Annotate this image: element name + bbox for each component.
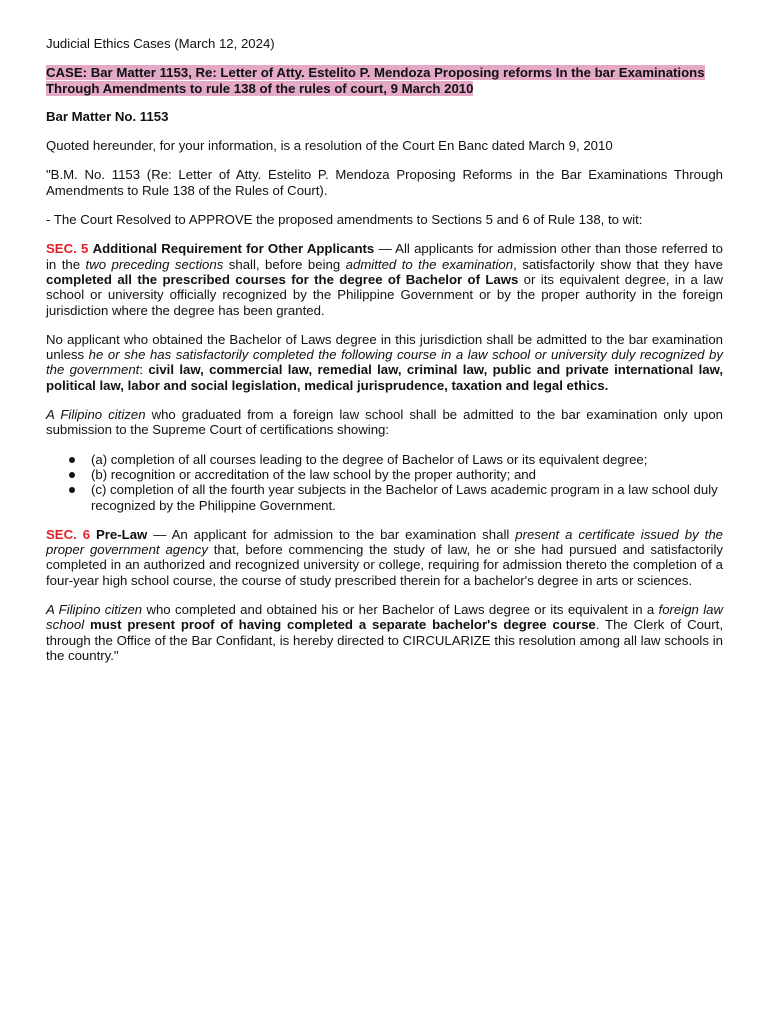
list-item xyxy=(46,452,723,467)
sec5-foreign-paragraph xyxy=(46,407,723,438)
bar-matter-heading: Bar Matter No. 1153 xyxy=(46,108,169,124)
sec6-text: that, before commencing the study of law, he or she had pursued and satisfactorily completed in an authorized and recognized university or college, requiring for admission thereto the completion of a four-year high school course, the course of study prescribed therein for a bachelor's degree in arts or sciences. xyxy=(46,542,723,588)
sec5-subjects-paragraph xyxy=(46,332,723,393)
sec5-text: , satisfactorily show that they have xyxy=(513,256,723,272)
sec6-text: — An applicant for admission to the bar examination shall xyxy=(147,526,516,542)
document-header: Judicial Ethics Cases (March 12, 2024) xyxy=(46,36,275,51)
sec6-emphasis: A Filipino citizen xyxy=(46,602,143,618)
sec5-emphasis: A Filipino citizen xyxy=(46,407,146,423)
sec6-label: SEC. 6 xyxy=(46,526,91,542)
list-item-text: (a) completion of all courses leading to the degree of Bachelor of Laws or its equivalent degree; xyxy=(91,451,648,467)
sec5-bold-text: completed all the prescribed courses for the degree of Bachelor of Laws xyxy=(46,271,519,287)
case-title-highlight: CASE: Bar Matter 1153, Re: Letter of Atty. Estelito P. Mendoza Proposing reforms In the bar Examinations Through Amendments to rule 138 of the rules of court, 9 March 2010 xyxy=(46,65,705,96)
sec5-text: or its equivalent degree, in a law school or university officially recognized by the Philippine Government or by the proper authority in the foreign jurisdiction where the degree has been granted. xyxy=(46,271,724,318)
sec6-text: . The Clerk of Court, through the Office of the Bar Confidant, is hereby directed to CIRCULARIZE this resolution among all law schools in the country." xyxy=(46,617,723,663)
bullet-icon xyxy=(69,487,75,493)
sec6-emphasis: foreign law school xyxy=(46,602,723,633)
list-item xyxy=(46,482,723,513)
document-page xyxy=(46,36,723,677)
sec5-emphasis: two preceding sections xyxy=(85,256,224,272)
certification-list xyxy=(46,452,723,513)
sec5-title: Additional Requirement for Other Applicants xyxy=(92,241,375,257)
bullet-icon xyxy=(69,457,75,463)
list-item-text: (c) completion of all the fourth year subjects in the Bachelor of Laws academic program in a law school duly recognized by the Philippine Government. xyxy=(91,482,718,513)
sec5-text: No applicant who obtained the Bachelor of Laws degree in this jurisdiction shall be admitted to the bar examination unless xyxy=(46,331,723,363)
sec5-label: SEC. 5 xyxy=(46,241,89,257)
list-item-text: (b) recognition or accreditation of the law school by the proper authority; and xyxy=(91,466,536,482)
sec5-text: — All applicants for admission other than those referred to in the xyxy=(46,241,723,272)
case-title xyxy=(46,65,723,96)
sec5-text: who graduated from a foreign law school shall be admitted to the bar examination only upon submission to the Supreme Court of certifications showing: xyxy=(46,407,723,438)
sec6-emphasis: present a certificate issued by the proper government agency xyxy=(46,526,723,558)
sec6-title: Pre-Law xyxy=(95,526,148,542)
resolution-paragraph: - The Court Resolved to APPROVE the proposed amendments to Sections 5 and 6 of Rule 138, to wit: xyxy=(46,212,643,228)
sec5-subjects-list: civil law, commercial law, remedial law, criminal law, public and private international law, political law, labor and social legislation, medical jurisprudence, taxation and legal ethics. xyxy=(46,362,724,393)
bullet-icon xyxy=(69,472,75,478)
intro-paragraph: Quoted hereunder, for your information, is a resolution of the Court En Banc dated March 9, 2010 xyxy=(46,138,613,154)
sec6-bold-text: must present proof of having completed a separate bachelor's degree course xyxy=(89,617,596,633)
sec5-text: : xyxy=(139,362,149,378)
sec5-emphasis: admitted to the examination xyxy=(345,256,514,272)
sec5-emphasis: he or she has satisfactorily completed the following course in a law school or university duly recognized by the government xyxy=(46,347,723,378)
quote-opening-paragraph: "B.M. No. 1153 (Re: Letter of Atty. Estelito P. Mendoza Proposing Reforms in the Bar Examinations Through Amendments to Rule 138 of the Rules of Court). xyxy=(46,167,723,198)
sec6-paragraph xyxy=(46,527,723,588)
sec5-paragraph xyxy=(46,241,723,317)
sec6-text: who completed and obtained his or her Bachelor of Laws degree or its equivalent in a xyxy=(142,602,659,618)
sec6-foreign-paragraph xyxy=(46,602,723,663)
list-item xyxy=(46,467,723,482)
sec5-text: shall, before being xyxy=(223,256,346,272)
